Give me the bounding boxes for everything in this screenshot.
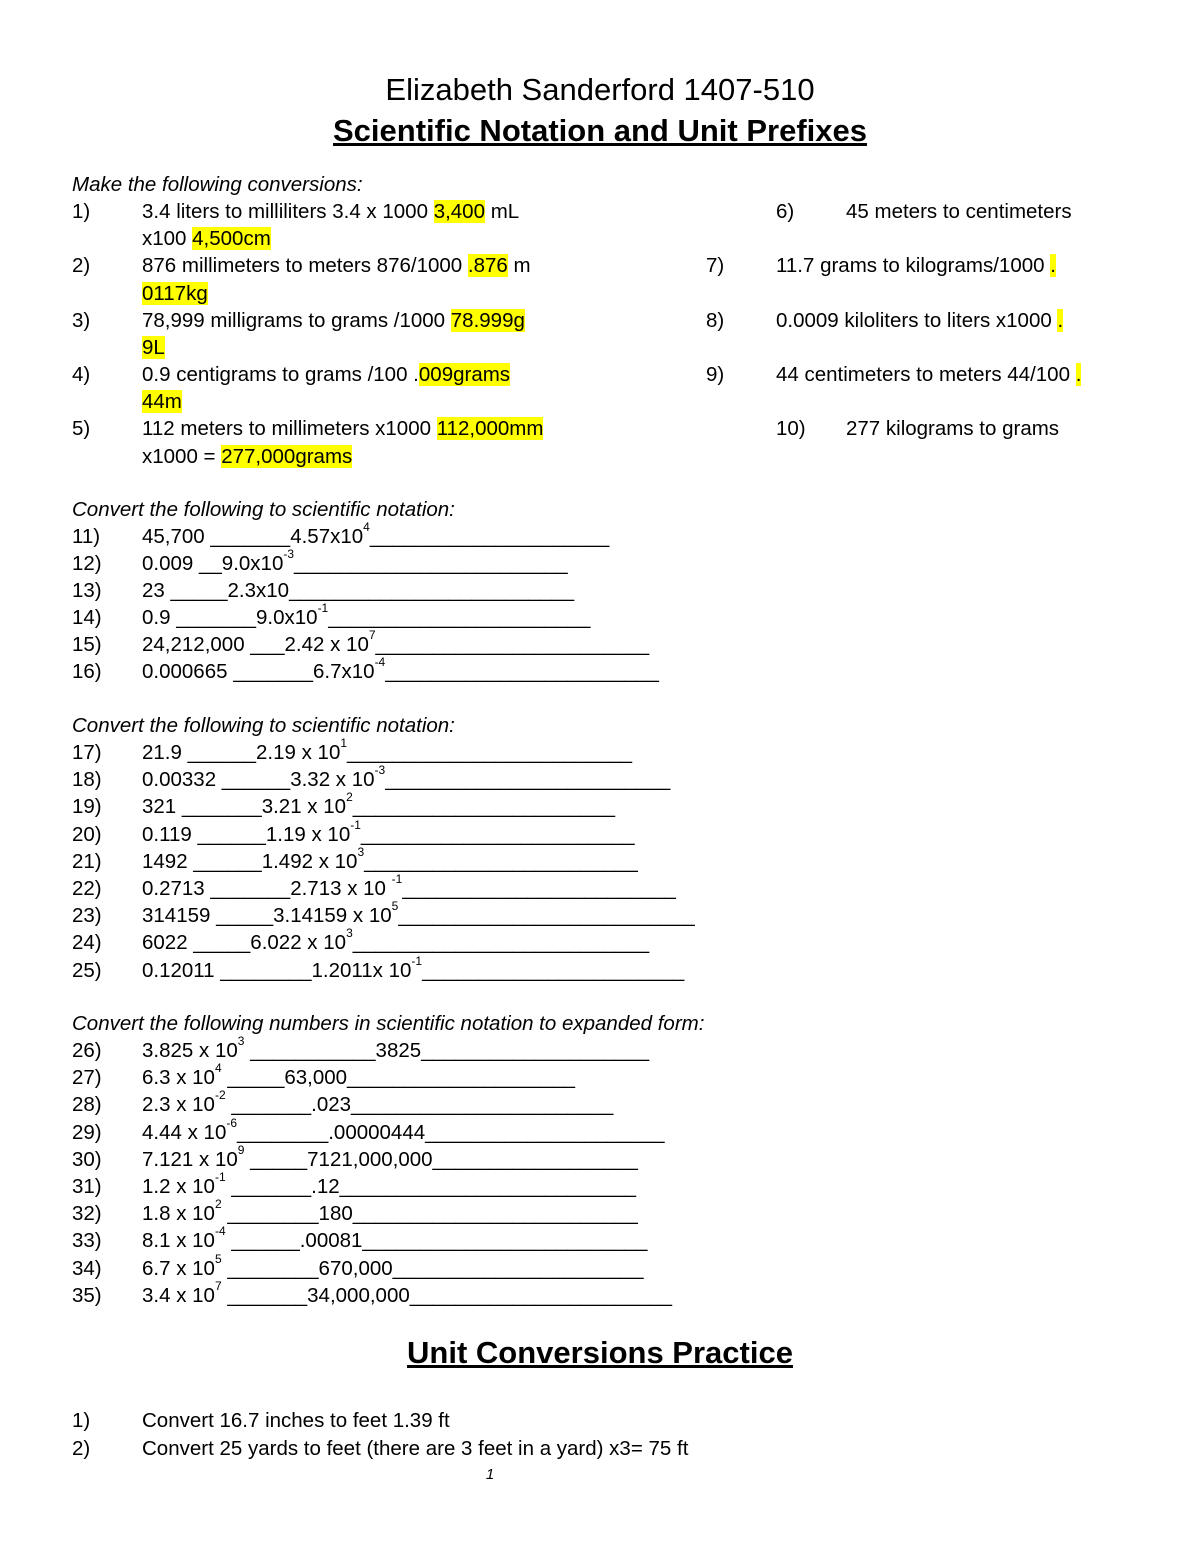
item-number: 22)	[72, 877, 102, 900]
exponent: -1	[317, 601, 329, 615]
item-text: 1.2 x $10^{-1}$ _______.12__________________________	[142, 1170, 637, 1198]
item-text: 112 meters to millimeters x1000 112,000mm	[142, 417, 544, 440]
item-text: 3.4 x $10^7$ _______34,000,000_______________________	[142, 1278, 672, 1307]
exponent: 7	[368, 628, 376, 642]
item-text: 24,212,000 ___2.42 x $10^7\_\_\_\_\_\_\_\_\_\_\_\_\_\_\_\_\_\_\_\_\_\_\_\_$	[142, 628, 650, 656]
answer-highlight: 4,500cm	[192, 227, 271, 250]
answer-highlight: 9L	[142, 336, 165, 359]
answer-highlight: 3,400	[433, 200, 485, 223]
item-number: 34)	[72, 1256, 102, 1280]
item-text: 3.4 liters to milliliters 3.4 x 1000 3,400 mL	[142, 200, 520, 223]
answer-highlight: 009grams	[418, 363, 511, 386]
item-number: 2)	[72, 254, 91, 277]
item-text-cont: x100 4,500cm	[142, 227, 271, 250]
exponent: -4	[214, 1224, 226, 1239]
answer-highlight: .	[1050, 254, 1056, 277]
exponent: -1	[350, 817, 361, 832]
exponent: 3	[346, 926, 353, 941]
item-text: 6.7 x $10^5$ ________670,000______________________	[142, 1251, 644, 1280]
exponent: 2	[346, 790, 353, 805]
item-number: 30)	[72, 1147, 102, 1171]
item-number: 9)	[706, 363, 725, 386]
item-number: 12)	[72, 552, 102, 575]
exponent: -2	[214, 1088, 226, 1103]
item-text: 6.3 x $10^4$ _____63,000____________________	[142, 1061, 576, 1090]
answer-highlight: .876	[467, 254, 508, 277]
item-text-cont	[142, 280, 208, 307]
item-number: 10)	[776, 417, 806, 440]
item-number: 29)	[72, 1120, 102, 1144]
item-number: 32)	[72, 1202, 102, 1226]
item-text: 4.44 x $10^{-6}\_\_\_\_\_\_\_\_.00000444\_\_\_\_\_\_\_\_\_\_\_\_\_\_\_\_\_\_\_\_\_$	[142, 1115, 665, 1144]
item-number: 15)	[72, 633, 102, 656]
item-text: Convert 25 yards to feet (there are 3 feet in a yard) x3= 75 ft	[142, 1437, 689, 1460]
answer-highlight: 112,000mm	[436, 417, 544, 440]
author-line: Elizabeth Sanderford 1407-510	[385, 72, 815, 107]
item-number: 25)	[72, 958, 102, 982]
item-text: 0.0009 kiloliters to liters x1000 .	[776, 309, 1064, 332]
item-number: 1)	[72, 1409, 91, 1432]
item-text: 7.121 x $10^9$ _____7121,000,000__________________	[142, 1142, 638, 1171]
item-text: 321 _______3.21 x $10^2\_\_\_\_\_\_\_\_\_\_\_\_\_\_\_\_\_\_\_\_\_\_\_$	[142, 790, 615, 819]
sci1-instruction: Convert the following to scientific notation:	[72, 498, 455, 521]
exponent: 9	[237, 1142, 245, 1157]
item-text: 0.2713 _______2.713 x 10 $^{-1}$________________________	[142, 872, 676, 900]
item-text: 3.825 x $10^3$ ___________3825____________________	[142, 1034, 650, 1062]
exponent: 1	[340, 736, 348, 750]
exponent: 2	[214, 1197, 222, 1212]
item-text: 1492 ______1.492 x $10^3\_\_\_\_\_\_\_\_\_\_\_\_\_\_\_\_\_\_\_\_\_\_\_\_$	[142, 844, 638, 873]
answer-highlight: .	[1057, 309, 1064, 332]
item-text: 45 meters to centimeters	[846, 200, 1072, 223]
exponent: -4	[374, 655, 386, 669]
exponent: -1	[214, 1170, 226, 1184]
answer-highlight: 277,000grams	[221, 445, 353, 468]
item-text-cont	[142, 388, 182, 415]
item-text-cont: x1000 = 277,000grams	[142, 445, 353, 468]
item-number: 5)	[72, 417, 91, 440]
item-text: 23 _____2.3x10_________________________	[142, 579, 575, 602]
exponent: 3	[237, 1034, 245, 1048]
exponent: 7	[214, 1278, 222, 1293]
item-number: 6)	[776, 200, 795, 223]
item-number: 11)	[72, 525, 101, 548]
item-text: Convert 16.7 inches to feet 1.39 ft	[142, 1409, 450, 1432]
item-text: 0.119 ______1.19 x $10^{-1}\_\_\_\_\_\_\_\_\_\_\_\_\_\_\_\_\_\_\_\_\_\_\_\_$	[142, 817, 635, 846]
item-number: 19)	[72, 795, 102, 819]
item-number: 8)	[706, 309, 725, 332]
item-text: 314159 _____3.14159 x $10^5\_\_\_\_\_\_\_\_\_\_\_\_\_\_\_\_\_\_\_\_\_\_\_\_\_\_$	[142, 899, 695, 928]
exponent: 4	[214, 1061, 222, 1076]
item-number: 28)	[72, 1093, 102, 1117]
exponent: -6	[226, 1115, 238, 1130]
practice-title: Unit Conversions Practice	[407, 1335, 793, 1370]
item-number: 20)	[72, 822, 102, 846]
exponent: -3	[374, 763, 386, 778]
item-text: 0.00332 ______3.32 x $10^{-3}\_\_\_\_\_\_\_\_\_\_\_\_\_\_\_\_\_\_\_\_\_\_\_\_\_$	[142, 763, 671, 792]
item-number: 35)	[72, 1283, 102, 1307]
item-text: 6022 _____6.022 x $10^3\_\_\_\_\_\_\_\_\_\_\_\_\_\_\_\_\_\_\_\_\_\_\_\_\_\_$	[142, 926, 650, 955]
item-number: 2)	[72, 1437, 91, 1460]
item-text: 0.009 $\_\_9.0x10^{-3}\_\_\_\_\_\_\_\_\_\_\_\_\_\_\_\_\_\_\_\_\_\_\_\_$	[142, 547, 568, 575]
item-number: 31)	[72, 1175, 102, 1198]
expanded-instruction: Convert the following numbers in scientific notation to expanded form:	[72, 1012, 705, 1035]
exponent: -1	[411, 953, 423, 968]
answer-highlight: 0117kg	[142, 282, 208, 305]
page-number: 1	[485, 1466, 495, 1483]
item-number: 17)	[72, 741, 102, 764]
item-text: 2.3 x $10^{-2}$ _______.023_______________________	[142, 1088, 614, 1117]
item-number: 14)	[72, 606, 102, 629]
item-number: 1)	[72, 200, 91, 223]
item-number: 13)	[72, 579, 102, 602]
item-number: 27)	[72, 1066, 102, 1090]
item-text: 21.9 ______2.19 x $10^1\_\_\_\_\_\_\_\_\_\_\_\_\_\_\_\_\_\_\_\_\_\_\_\_\_$	[142, 736, 633, 764]
item-text: 0.12011 ________1.2011x $10^{-1}\_\_\_\_\_\_\_\_\_\_\_\_\_\_\_\_\_\_\_\_\_\_\_$	[142, 953, 685, 982]
item-number: 24)	[72, 931, 102, 955]
answer-highlight: 78.999g	[450, 309, 525, 332]
item-number: 4)	[72, 363, 91, 386]
item-text: 8.1 x $10^{-4}$ ______.00081_________________________	[142, 1224, 648, 1253]
exponent: 3	[357, 844, 365, 859]
sci2-instruction: Convert the following to scientific notation:	[72, 714, 455, 737]
item-text: 45,700 $\_\_\_\_\_\_\_4.57x10^4\_\_\_\_\_\_\_\_\_\_\_\_\_\_\_\_\_\_\_\_\_$	[142, 520, 610, 548]
item-text: 876 millimeters to meters 876/1000 .876 m	[142, 254, 531, 277]
item-number: 7)	[706, 254, 725, 277]
page-title: Scientific Notation and Unit Prefixes	[333, 113, 867, 148]
item-text: 44 centimeters to meters 44/100 .	[776, 363, 1082, 386]
item-text: 78,999 milligrams to grams /1000 78.999g	[142, 309, 525, 332]
item-number: 16)	[72, 660, 102, 683]
exponent: 5	[391, 899, 399, 914]
item-text: 0.9 centigrams to grams /100 .009grams	[142, 363, 511, 386]
item-number: 33)	[72, 1229, 102, 1253]
exponent: 5	[214, 1251, 222, 1266]
answer-highlight: .	[1075, 363, 1082, 386]
exponent: -1	[391, 872, 403, 886]
exponent: 4	[363, 520, 370, 534]
exponent: -3	[283, 547, 295, 561]
item-text-cont	[142, 334, 165, 361]
item-text: 1.8 x $10^2$ ________180_________________________	[142, 1197, 638, 1226]
item-number: 23)	[72, 904, 102, 928]
item-text: 0.000665 $\_\_\_\_\_\_\_6.7x10^{-4}\_\_\_\_\_\_\_\_\_\_\_\_\_\_\_\_\_\_\_\_\_\_\_\_$	[142, 655, 659, 683]
item-number: 3)	[72, 309, 91, 332]
item-number: 26)	[72, 1039, 102, 1062]
item-number: 21)	[72, 849, 102, 873]
answer-highlight: 44m	[142, 390, 182, 413]
item-text: 0.9 $\_\_\_\_\_\_\_9.0x10^{-1}\_\_\_\_\_\_\_\_\_\_\_\_\_\_\_\_\_\_\_\_\_\_\_$	[142, 601, 591, 629]
item-number: 18)	[72, 768, 102, 792]
item-text: 11.7 grams to kilograms/1000 .	[776, 254, 1056, 277]
conversions-instruction: Make the following conversions:	[72, 173, 363, 196]
item-text: 277 kilograms to grams	[846, 417, 1060, 440]
